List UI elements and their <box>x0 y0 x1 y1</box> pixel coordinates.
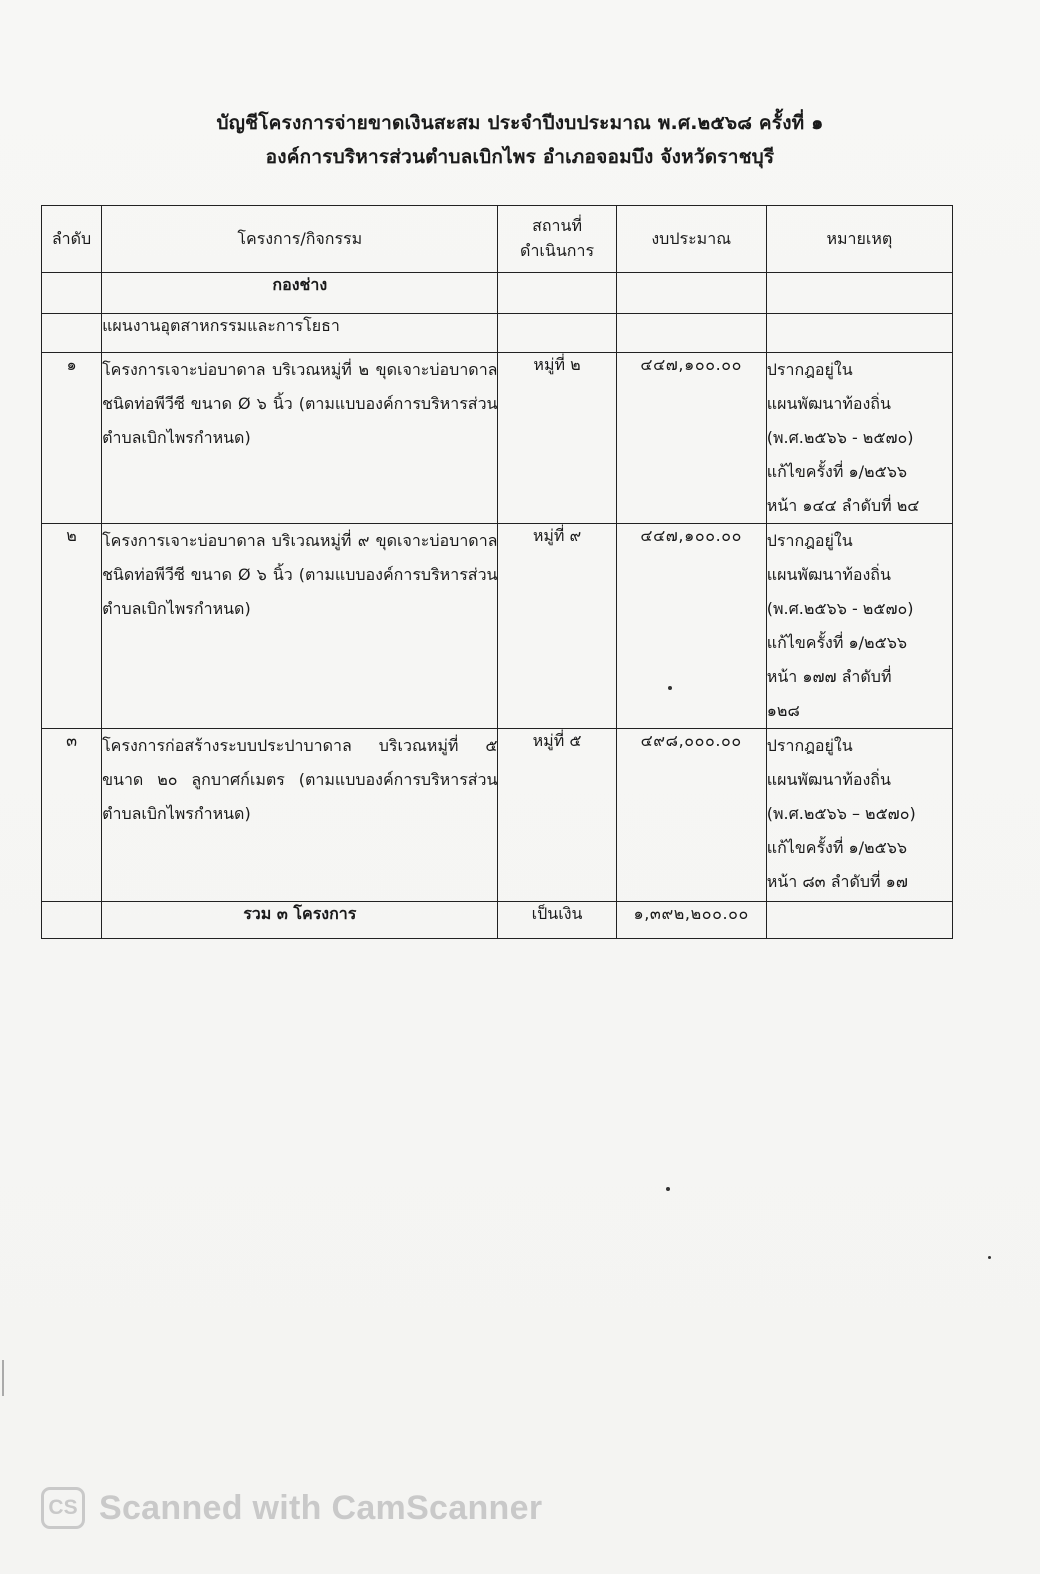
table-row <box>42 729 953 902</box>
note-line: หน้า ๑๔๔ ลำดับที่ ๒๔ <box>766 496 920 515</box>
note-line: (พ.ศ.๒๕๖๖ - ๒๕๗๐) <box>766 428 914 447</box>
budget-table <box>41 205 953 939</box>
row-number: ๒ <box>42 524 102 729</box>
project-description: โครงการก่อสร้างระบบประปาบาดาล บริเวณหมู่ที่ ๕ ขนาด ๒๐ ลูกบาศก์เมตร (ตามแบบองค์การบริหารส่วนตำบลเบิกไพรกำหนด) <box>102 729 498 902</box>
camscanner-text: Scanned with CamScanner <box>99 1488 543 1527</box>
project-budget: ๔๔๗,๑๐๐.๐๐ <box>616 524 766 729</box>
project-location: หมู่ที่ ๙ <box>498 524 616 729</box>
row-number: ๓ <box>42 729 102 902</box>
project-note <box>766 524 952 729</box>
header-location-line1: สถานที่ <box>532 216 582 236</box>
project-description: โครงการเจาะบ่อบาดาล บริเวณหมู่ที่ ๙ ขุดเจาะบ่อบาดาล ชนิดท่อพีวีซี ขนาด Ø ๖ นิ้ว (ตามแบบองค์การบริหารส่วนตำบลเบิกไพรกำหนด) <box>102 524 498 729</box>
project-budget: ๔๔๗,๑๐๐.๐๐ <box>616 353 766 524</box>
project-location: หมู่ที่ ๒ <box>498 353 616 524</box>
note-line: แผนพัฒนาท้องถิ่น <box>766 770 891 789</box>
header-budget: งบประมาณ <box>616 206 766 273</box>
header-no: ลำดับ <box>42 206 102 273</box>
project-description: โครงการเจาะบ่อบาดาล บริเวณหมู่ที่ ๒ ขุดเจาะบ่อบาดาล ชนิดท่อพีวีซี ขนาด Ø ๖ นิ้ว (ตามแบบองค์การบริหารส่วนตำบลเบิกไพรกำหนด) <box>102 353 498 524</box>
header-location <box>498 206 616 273</box>
note-line: แก้ไขครั้งที่ ๑/๒๕๖๖ <box>766 633 908 652</box>
total-currency-label: เป็นเงิน <box>498 902 616 939</box>
scan-speck <box>668 686 672 690</box>
plan-row <box>42 314 953 353</box>
project-note <box>766 353 952 524</box>
table-header-row <box>42 206 953 273</box>
table-row <box>42 524 953 729</box>
note-line: แก้ไขครั้งที่ ๑/๒๕๖๖ <box>766 462 908 481</box>
scan-speck <box>666 1187 670 1191</box>
project-budget: ๔๙๘,๐๐๐.๐๐ <box>616 729 766 902</box>
document-title: บัญชีโครงการจ่ายขาดเงินสะสม ประจำปีงบประมาณ พ.ศ.๒๕๖๘ ครั้งที่ ๑ <box>216 112 824 134</box>
note-line: ๑๒๘ <box>766 701 800 720</box>
project-location: หมู่ที่ ๕ <box>498 729 616 902</box>
plan-title: แผนงานอุตสาหกรรมและการโยธา <box>102 314 498 353</box>
total-label: รวม ๓ โครงการ <box>102 902 498 939</box>
total-amount: ๑,๓๙๒,๒๐๐.๐๐ <box>616 902 766 939</box>
project-note <box>766 729 952 902</box>
camscanner-logo-icon: CS <box>41 1487 85 1529</box>
document-subtitle: องค์การบริหารส่วนตำบลเบิกไพร อำเภอจอมบึง จังหวัดราชบุรี <box>265 146 775 168</box>
total-row <box>42 902 953 939</box>
note-line: (พ.ศ.๒๕๖๖ – ๒๕๗๐) <box>766 804 916 823</box>
header-note: หมายเหตุ <box>766 206 952 273</box>
section-row <box>42 273 953 314</box>
section-title: กองช่าง <box>102 273 498 314</box>
note-line: หน้า ๘๓ ลำดับที่ ๑๗ <box>766 872 908 891</box>
camscanner-watermark <box>41 1485 542 1531</box>
table-row <box>42 353 953 524</box>
note-line: ปรากฎอยู่ใน <box>766 531 853 550</box>
header-location-line2: ดำเนินการ <box>520 241 595 260</box>
note-line: ปรากฎอยู่ใน <box>766 360 853 379</box>
note-line: แผนพัฒนาท้องถิ่น <box>766 565 891 584</box>
header-project: โครงการ/กิจกรรม <box>102 206 498 273</box>
note-line: แผนพัฒนาท้องถิ่น <box>766 394 891 413</box>
note-line: ปรากฎอยู่ใน <box>766 736 853 755</box>
note-line: แก้ไขครั้งที่ ๑/๒๕๖๖ <box>766 838 908 857</box>
note-line: หน้า ๑๗๗ ลำดับที่ <box>766 667 892 686</box>
scan-speck <box>988 1256 991 1259</box>
note-line: (พ.ศ.๒๕๖๖ - ๒๕๗๐) <box>766 599 914 618</box>
row-number: ๑ <box>42 353 102 524</box>
scan-edge-mark <box>2 1360 4 1396</box>
